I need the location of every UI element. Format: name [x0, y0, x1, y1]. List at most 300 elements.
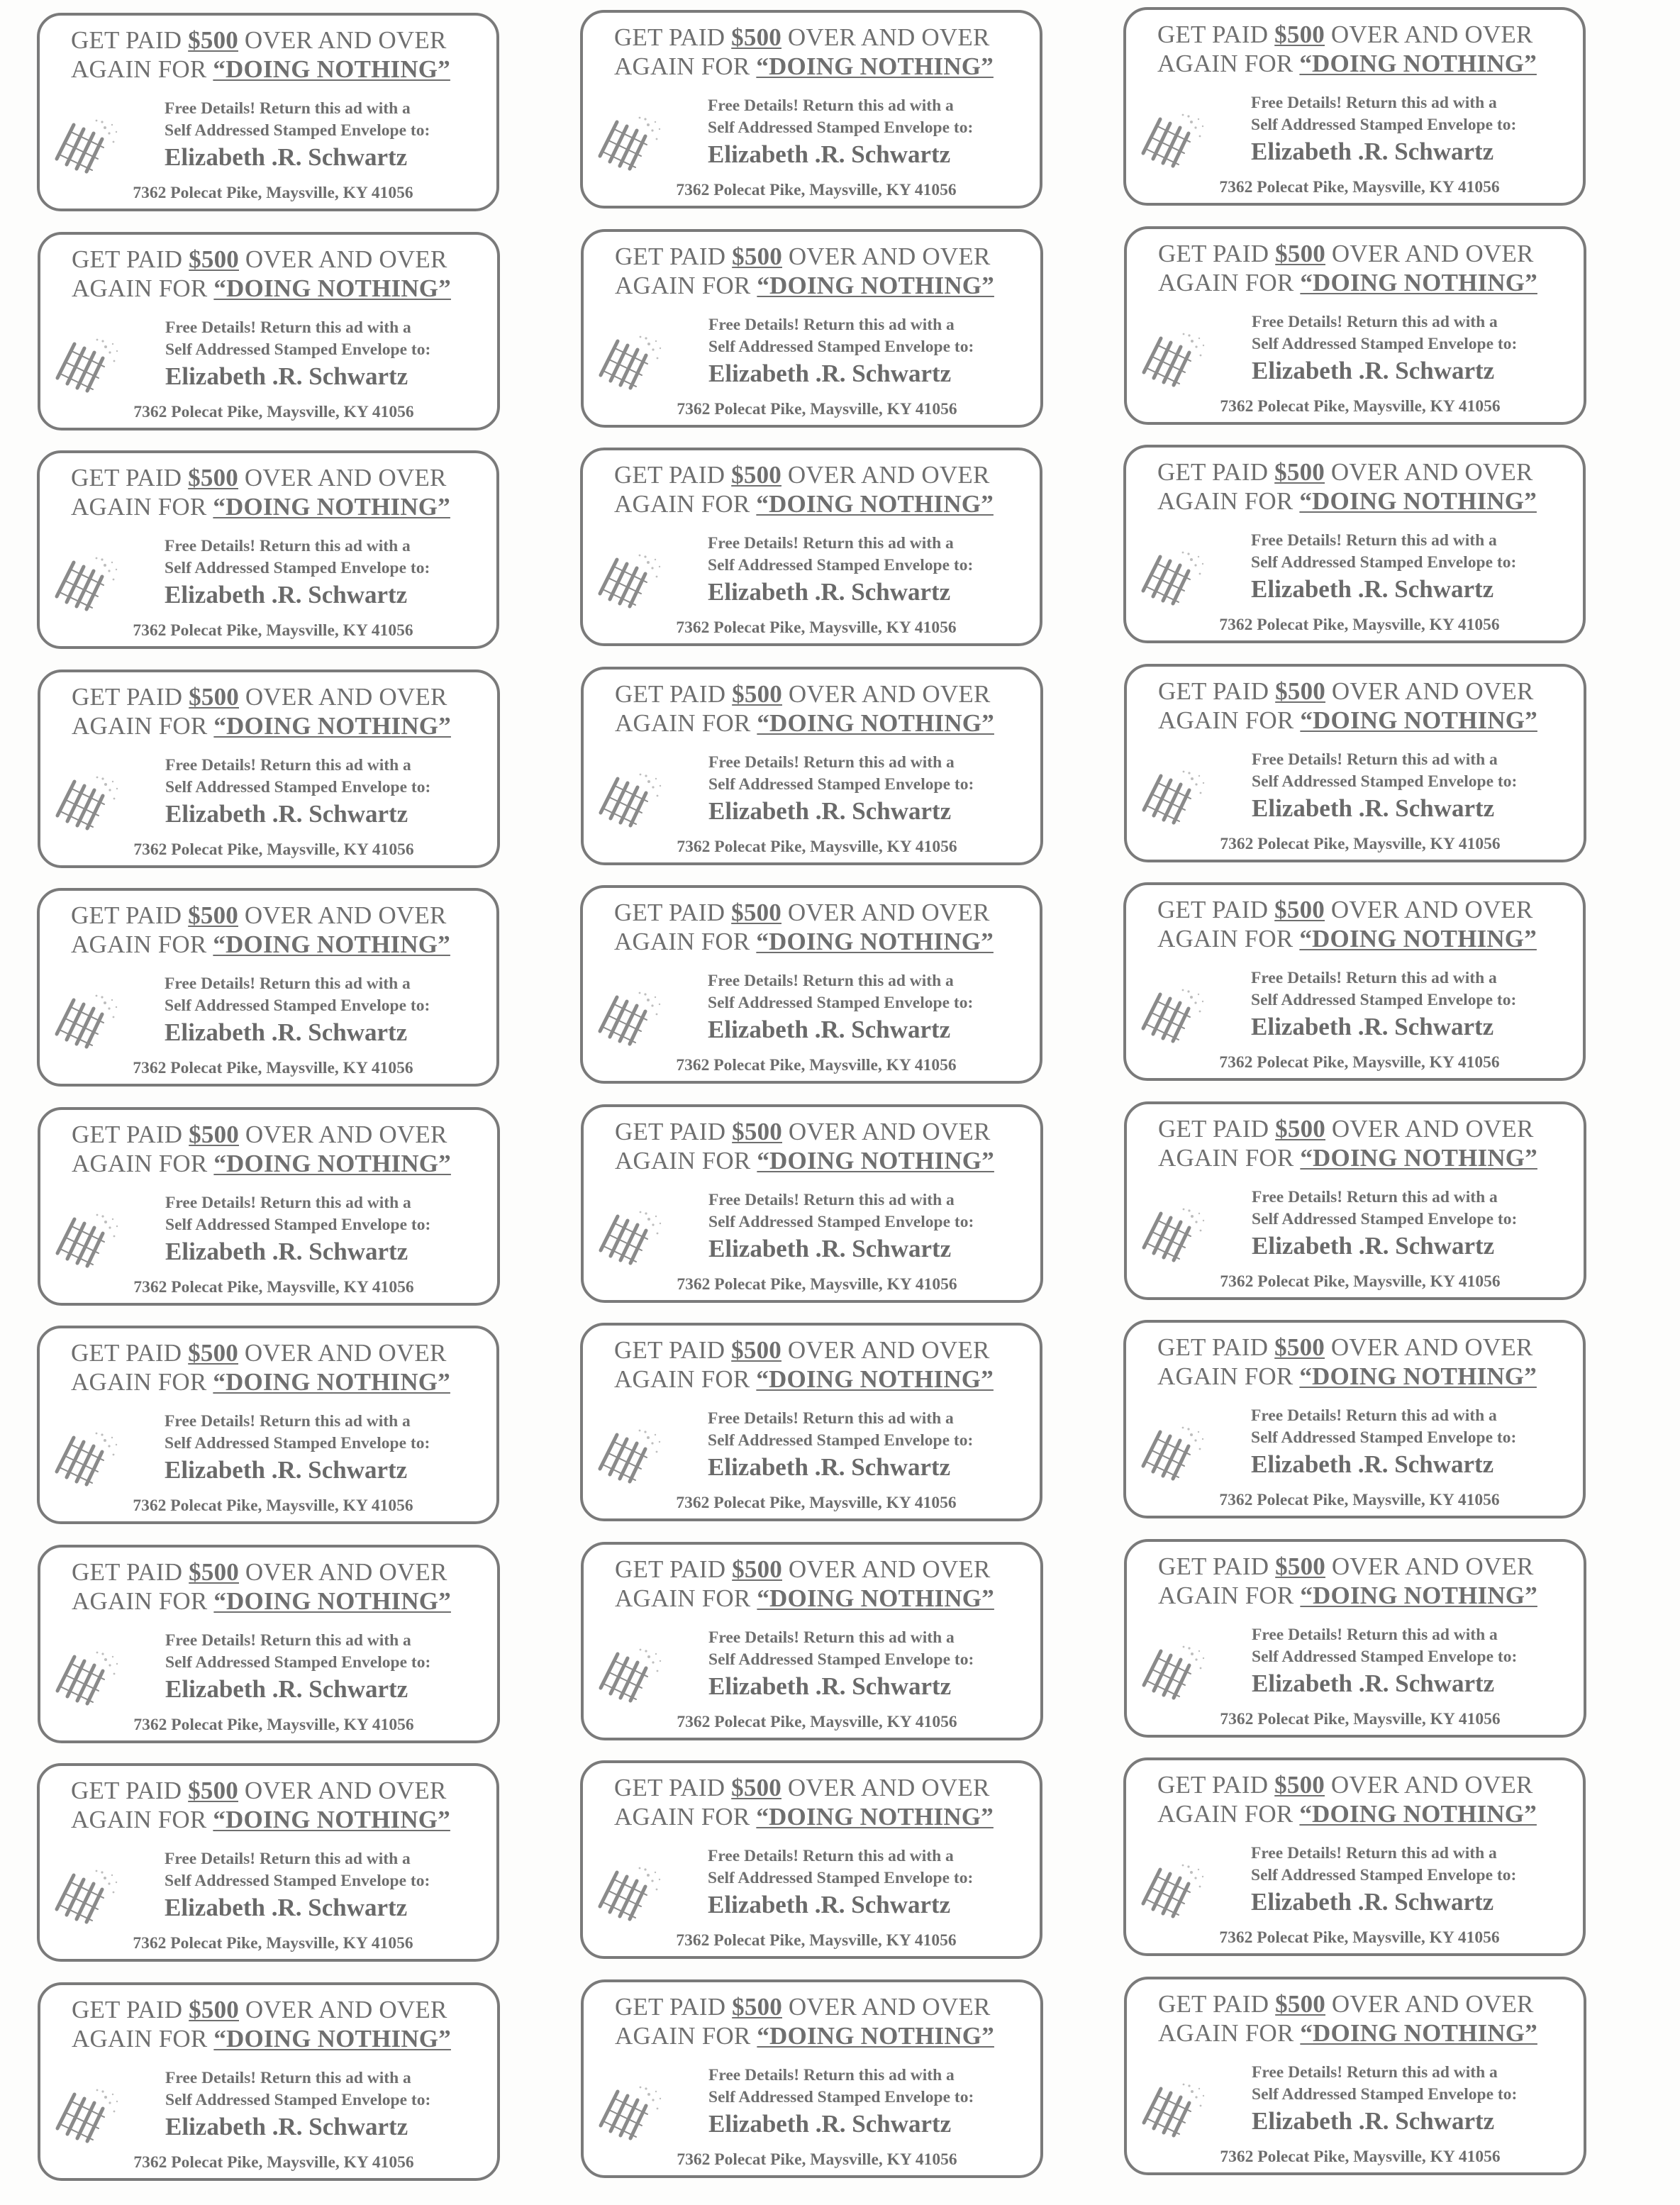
headline-lead: AGAIN FOR: [615, 709, 757, 737]
details-line-1: Free Details! Return this ad with a: [1252, 1188, 1498, 1206]
headline-amount: $500: [188, 26, 238, 54]
money-stack-icon: [52, 552, 121, 612]
headline-line-1: [614, 898, 1040, 927]
ad-details: [1252, 2062, 1585, 2106]
ad-headline: [614, 23, 1040, 81]
headline-amount: $500: [732, 243, 782, 270]
money-stack-icon: [596, 1644, 664, 1704]
headline-prefix: GET PAID: [71, 1339, 189, 1367]
headline-line-1: [72, 1120, 497, 1149]
ad-headline: [615, 1117, 1040, 1175]
recipient-name: Elizabeth .R. Schwartz: [165, 1894, 408, 1921]
headline-suffix: OVER AND OVER: [781, 243, 991, 270]
ad-headline: [615, 242, 1040, 300]
headline-line-1: [615, 242, 1040, 271]
ad-headline: [615, 1555, 1040, 1613]
headline-line-2: [1157, 49, 1583, 78]
headline-lead: AGAIN FOR: [615, 272, 757, 299]
headline-lead: AGAIN FOR: [72, 712, 214, 740]
headline-line-1: [614, 1335, 1040, 1365]
mailing-address: 7362 Polecat Pike, Maysville, KY 41056: [1219, 1053, 1500, 1072]
headline-lead: AGAIN FOR: [71, 1806, 213, 1833]
money-stack-icon: [53, 772, 121, 831]
headline-line-1: [615, 1555, 1040, 1584]
ad-headline: [71, 1338, 496, 1396]
money-stack-icon: [53, 1209, 121, 1269]
recipient-name: Elizabeth .R. Schwartz: [708, 360, 952, 387]
ad-details: [165, 1848, 498, 1892]
ad-headline: [1157, 20, 1583, 78]
headline-emphasis: “DOING NOTHING”: [213, 931, 450, 958]
headline-line-2: [71, 1805, 496, 1834]
details-line-1: Free Details! Return this ad with a: [165, 318, 411, 337]
classified-ad: [38, 1107, 500, 1306]
mailing-address: 7362 Polecat Pike, Maysville, KY 41056: [677, 1713, 957, 1731]
ad-headline: [72, 1120, 497, 1178]
recipient-name: Elizabeth .R. Schwartz: [708, 1453, 951, 1481]
ad-details: [708, 314, 1042, 358]
details-line-1: Free Details! Return this ad with a: [708, 1191, 955, 1209]
headline-emphasis: “DOING NOTHING”: [1300, 706, 1537, 734]
classified-ad: [580, 1323, 1042, 1521]
recipient-name: Elizabeth .R. Schwartz: [165, 143, 408, 171]
ad-details: [1251, 530, 1584, 574]
mailing-address: 7362 Polecat Pike, Maysville, KY 41056: [677, 400, 957, 418]
recipient-name: Elizabeth .R. Schwartz: [708, 1235, 952, 1262]
ad-headline: [614, 1773, 1040, 1831]
details-line-2: Self Addressed Stamped Envelope to:: [1251, 1866, 1517, 1884]
money-stack-icon: [52, 990, 121, 1050]
classified-ad: [581, 1104, 1043, 1303]
headline-line-1: [1157, 895, 1583, 924]
headline-lead: AGAIN FOR: [1157, 487, 1300, 515]
headline-lead: AGAIN FOR: [1158, 1582, 1301, 1609]
headline-lead: AGAIN FOR: [614, 490, 757, 518]
ad-details: [708, 95, 1041, 139]
mailing-address: 7362 Polecat Pike, Maysville, KY 41056: [1219, 178, 1500, 196]
details-line-2: Self Addressed Stamped Envelope to:: [165, 996, 430, 1015]
headline-prefix: GET PAID: [615, 1993, 733, 2021]
ad-details: [165, 973, 498, 1017]
headline-amount: $500: [1274, 21, 1325, 48]
mailing-address: 7362 Polecat Pike, Maysville, KY 41056: [133, 840, 414, 859]
headline-suffix: OVER AND OVER: [238, 464, 447, 491]
classified-ad: [580, 10, 1042, 209]
classified-ad: [38, 232, 500, 431]
recipient-name: Elizabeth .R. Schwartz: [708, 2110, 952, 2138]
ad-details: [1251, 1405, 1584, 1449]
headline-suffix: OVER AND OVER: [238, 901, 447, 929]
headline-prefix: GET PAID: [71, 26, 189, 54]
ad-headline: [614, 1335, 1040, 1394]
money-stack-icon: [596, 1425, 664, 1484]
headline-line-2: [1158, 706, 1584, 735]
headline-amount: $500: [1275, 1115, 1325, 1143]
ad-details: [708, 970, 1041, 1014]
money-stack-icon: [52, 115, 121, 174]
details-line-1: Free Details! Return this ad with a: [708, 534, 954, 552]
ad-headline: [71, 463, 496, 521]
ad-headline: [71, 26, 496, 84]
headline-prefix: GET PAID: [1158, 1990, 1276, 2018]
headline-lead: AGAIN FOR: [614, 928, 757, 955]
recipient-name: Elizabeth .R. Schwartz: [708, 140, 951, 168]
headline-line-2: [615, 2021, 1040, 2050]
money-stack-icon: [596, 1206, 664, 1266]
details-line-2: Self Addressed Stamped Envelope to:: [708, 994, 974, 1012]
headline-emphasis: “DOING NOTHING”: [1299, 925, 1537, 952]
mailing-address: 7362 Polecat Pike, Maysville, KY 41056: [133, 1716, 414, 1734]
headline-prefix: GET PAID: [1157, 896, 1275, 923]
recipient-name: Elizabeth .R. Schwartz: [165, 581, 408, 609]
headline-prefix: GET PAID: [615, 1555, 733, 1583]
headline-line-2: [614, 1802, 1040, 1831]
headline-prefix: GET PAID: [1157, 1333, 1275, 1361]
headline-line-2: [615, 1146, 1040, 1175]
details-line-1: Free Details! Return this ad with a: [1252, 2063, 1498, 2082]
headline-suffix: OVER AND OVER: [238, 1558, 447, 1586]
money-stack-icon: [53, 2084, 121, 2144]
headline-suffix: OVER AND OVER: [781, 680, 991, 708]
mailing-address: 7362 Polecat Pike, Maysville, KY 41056: [133, 621, 413, 640]
classified-ad: [1123, 445, 1586, 643]
details-line-2: Self Addressed Stamped Envelope to:: [1251, 1428, 1517, 1447]
headline-emphasis: “DOING NOTHING”: [756, 52, 994, 80]
headline-emphasis: “DOING NOTHING”: [213, 274, 451, 302]
details-line-1: Free Details! Return this ad with a: [1251, 531, 1497, 550]
headline-amount: $500: [732, 680, 782, 708]
ad-headline: [72, 682, 497, 740]
headline-emphasis: “DOING NOTHING”: [757, 1584, 994, 1612]
details-line-1: Free Details! Return this ad with a: [708, 1847, 954, 1865]
ad-headline: [1158, 677, 1584, 735]
headline-suffix: OVER AND OVER: [781, 1555, 991, 1583]
headline-prefix: GET PAID: [72, 1558, 189, 1586]
headline-emphasis: “DOING NOTHING”: [1299, 487, 1537, 515]
headline-amount: $500: [1275, 1553, 1325, 1580]
headline-line-2: [72, 1587, 497, 1616]
headline-prefix: GET PAID: [1157, 458, 1275, 486]
headline-emphasis: “DOING NOTHING”: [213, 493, 450, 521]
headline-suffix: OVER AND OVER: [1324, 21, 1533, 48]
headline-amount: $500: [1274, 1333, 1325, 1361]
headline-prefix: GET PAID: [614, 461, 732, 489]
classified-ad: [1124, 1539, 1586, 1738]
details-line-2: Self Addressed Stamped Envelope to:: [1251, 116, 1517, 134]
money-stack-icon: [52, 1865, 121, 1925]
headline-lead: AGAIN FOR: [1158, 269, 1301, 296]
money-stack-icon: [1139, 547, 1207, 606]
recipient-name: Elizabeth .R. Schwartz: [1252, 1232, 1495, 1260]
headline-lead: AGAIN FOR: [1158, 1144, 1301, 1172]
headline-line-2: [614, 1365, 1040, 1394]
details-line-2: Self Addressed Stamped Envelope to:: [165, 778, 431, 796]
mailing-address: 7362 Polecat Pike, Maysville, KY 41056: [133, 2153, 414, 2172]
classified-ad: [37, 450, 499, 649]
ad-details: [1251, 967, 1584, 1011]
headline-line-2: [1157, 924, 1583, 953]
details-line-1: Free Details! Return this ad with a: [1252, 1626, 1498, 1644]
recipient-name: Elizabeth .R. Schwartz: [165, 800, 408, 828]
headline-line-2: [71, 492, 496, 521]
headline-lead: AGAIN FOR: [71, 493, 213, 521]
headline-lead: AGAIN FOR: [615, 1584, 757, 1612]
headline-suffix: OVER AND OVER: [781, 1118, 991, 1145]
headline-lead: AGAIN FOR: [71, 55, 213, 83]
headline-amount: $500: [189, 245, 239, 273]
mailing-address: 7362 Polecat Pike, Maysville, KY 41056: [1220, 835, 1501, 853]
details-line-1: Free Details! Return this ad with a: [1251, 94, 1497, 112]
details-line-2: Self Addressed Stamped Envelope to:: [1252, 1210, 1518, 1228]
details-line-2: Self Addressed Stamped Envelope to:: [708, 1869, 974, 1887]
headline-prefix: GET PAID: [615, 1118, 733, 1145]
headline-prefix: GET PAID: [72, 683, 189, 711]
details-line-2: Self Addressed Stamped Envelope to:: [165, 1653, 431, 1672]
details-line-1: Free Details! Return this ad with a: [708, 1628, 955, 1647]
headline-line-1: [71, 901, 496, 930]
ad-details: [165, 1411, 498, 1455]
classified-ad: [581, 1979, 1043, 2178]
details-line-2: Self Addressed Stamped Envelope to:: [708, 2088, 974, 2106]
details-line-2: Self Addressed Stamped Envelope to:: [708, 556, 974, 574]
headline-line-1: [72, 245, 497, 274]
details-line-1: Free Details! Return this ad with a: [165, 756, 411, 774]
headline-prefix: GET PAID: [1157, 21, 1275, 48]
headline-emphasis: “DOING NOTHING”: [213, 2025, 451, 2053]
headline-prefix: GET PAID: [71, 464, 189, 491]
details-line-2: Self Addressed Stamped Envelope to:: [165, 1434, 430, 1453]
headline-lead: AGAIN FOR: [614, 1803, 757, 1831]
recipient-name: Elizabeth .R. Schwartz: [1251, 1450, 1494, 1478]
headline-line-2: [614, 489, 1040, 518]
headline-amount: $500: [188, 1777, 238, 1804]
details-line-1: Free Details! Return this ad with a: [165, 1412, 411, 1431]
mailing-address: 7362 Polecat Pike, Maysville, KY 41056: [133, 1278, 414, 1296]
headline-line-2: [1158, 268, 1584, 297]
ad-headline: [71, 901, 496, 959]
headline-line-1: [1158, 1114, 1584, 1143]
headline-line-2: [71, 1367, 496, 1396]
ad-details: [1251, 1843, 1584, 1887]
headline-amount: $500: [188, 1339, 238, 1367]
headline-line-1: [71, 463, 496, 492]
headline-amount: $500: [732, 1118, 782, 1145]
headline-suffix: OVER AND OVER: [1325, 240, 1534, 267]
headline-suffix: OVER AND OVER: [1325, 1990, 1534, 2018]
classified-ad: [581, 667, 1043, 865]
ad-headline: [72, 1995, 497, 2053]
headline-line-1: [71, 1776, 496, 1805]
mailing-address: 7362 Polecat Pike, Maysville, KY 41056: [676, 1494, 957, 1512]
details-line-2: Self Addressed Stamped Envelope to:: [1252, 2085, 1518, 2104]
details-line-2: Self Addressed Stamped Envelope to:: [1252, 772, 1518, 791]
mailing-address: 7362 Polecat Pike, Maysville, KY 41056: [1220, 1272, 1501, 1291]
headline-line-1: [615, 679, 1040, 709]
headline-emphasis: “DOING NOTHING”: [757, 1147, 994, 1174]
headline-emphasis: “DOING NOTHING”: [757, 272, 994, 299]
details-line-1: Free Details! Return this ad with a: [165, 974, 411, 993]
recipient-name: Elizabeth .R. Schwartz: [1252, 794, 1495, 822]
headline-line-1: [614, 460, 1040, 489]
recipient-name: Elizabeth .R. Schwartz: [708, 578, 951, 606]
headline-amount: $500: [731, 899, 781, 926]
recipient-name: Elizabeth .R. Schwartz: [165, 1238, 408, 1265]
mailing-address: 7362 Polecat Pike, Maysville, KY 41056: [676, 618, 957, 637]
mailing-address: 7362 Polecat Pike, Maysville, KY 41056: [676, 181, 957, 199]
ad-details: [708, 1845, 1041, 1889]
headline-line-1: [1158, 1989, 1584, 2018]
details-line-2: Self Addressed Stamped Envelope to:: [1251, 991, 1517, 1009]
ad-details: [1252, 311, 1585, 355]
details-line-2: Self Addressed Stamped Envelope to:: [1252, 335, 1518, 353]
headline-line-2: [72, 1149, 497, 1178]
ad-details: [165, 1192, 499, 1236]
ad-details: [708, 1627, 1042, 1671]
headline-lead: AGAIN FOR: [1157, 925, 1300, 952]
money-stack-icon: [1140, 2079, 1208, 2138]
money-stack-icon: [596, 987, 664, 1047]
classified-ad: [1124, 1101, 1586, 1300]
classified-ad: [1123, 1757, 1586, 1956]
headline-line-2: [1157, 1362, 1583, 1391]
details-line-1: Free Details! Return this ad with a: [165, 1631, 411, 1650]
headline-suffix: OVER AND OVER: [781, 899, 990, 926]
ad-headline: [72, 245, 497, 303]
classified-ad: [1124, 1977, 1586, 2175]
mailing-address: 7362 Polecat Pike, Maysville, KY 41056: [677, 2150, 957, 2169]
recipient-name: Elizabeth .R. Schwartz: [1251, 138, 1494, 165]
details-line-2: Self Addressed Stamped Envelope to:: [165, 121, 430, 140]
headline-line-1: [72, 682, 497, 711]
headline-emphasis: “DOING NOTHING”: [756, 1803, 994, 1831]
details-line-2: Self Addressed Stamped Envelope to:: [165, 1216, 431, 1234]
ad-details: [708, 752, 1042, 796]
headline-emphasis: “DOING NOTHING”: [1300, 2019, 1537, 2047]
ad-headline: [1157, 895, 1583, 953]
headline-amount: $500: [731, 461, 781, 489]
headline-amount: $500: [188, 464, 238, 491]
headline-line-1: [1157, 20, 1583, 49]
ad-details: [165, 2067, 499, 2111]
headline-line-2: [1158, 1143, 1584, 1172]
ad-details: [165, 755, 499, 799]
headline-emphasis: “DOING NOTHING”: [756, 928, 994, 955]
headline-line-2: [1157, 487, 1583, 516]
headline-prefix: GET PAID: [615, 243, 733, 270]
headline-emphasis: “DOING NOTHING”: [1299, 1362, 1537, 1390]
details-line-2: Self Addressed Stamped Envelope to:: [1251, 553, 1517, 572]
details-line-1: Free Details! Return this ad with a: [165, 537, 411, 555]
headline-line-1: [1157, 457, 1583, 487]
ad-headline: [614, 460, 1040, 518]
headline-suffix: OVER AND OVER: [238, 245, 447, 273]
headline-amount: $500: [1274, 896, 1325, 923]
headline-amount: $500: [1275, 1990, 1325, 2018]
classified-ad: [581, 229, 1043, 428]
mailing-address: 7362 Polecat Pike, Maysville, KY 41056: [1219, 1491, 1500, 1509]
headline-amount: $500: [1275, 677, 1325, 705]
classified-ad: [580, 448, 1042, 646]
headline-prefix: GET PAID: [614, 1336, 732, 1364]
headline-prefix: GET PAID: [1157, 1771, 1275, 1799]
headline-suffix: OVER AND OVER: [781, 1336, 990, 1364]
headline-amount: $500: [731, 1774, 781, 1801]
headline-lead: AGAIN FOR: [71, 931, 213, 958]
details-line-1: Free Details! Return this ad with a: [708, 753, 955, 772]
headline-suffix: OVER AND OVER: [238, 26, 447, 54]
headline-lead: AGAIN FOR: [1158, 706, 1301, 734]
headline-line-1: [1157, 1770, 1583, 1799]
headline-suffix: OVER AND OVER: [238, 1996, 447, 2023]
ad-details: [1252, 1624, 1585, 1668]
details-line-2: Self Addressed Stamped Envelope to:: [165, 340, 431, 359]
mailing-address: 7362 Polecat Pike, Maysville, KY 41056: [1220, 2148, 1501, 2166]
headline-amount: $500: [1274, 458, 1325, 486]
headline-line-1: [1157, 1333, 1583, 1362]
headline-lead: AGAIN FOR: [1157, 1362, 1300, 1390]
classified-ad: [580, 885, 1042, 1084]
ad-details: [708, 1408, 1041, 1452]
headline-line-2: [1158, 1581, 1584, 1610]
ad-headline: [1158, 1552, 1584, 1610]
details-line-1: Free Details! Return this ad with a: [165, 2069, 411, 2087]
headline-suffix: OVER AND OVER: [781, 23, 990, 51]
headline-lead: AGAIN FOR: [72, 274, 214, 302]
classified-ad: [37, 13, 499, 211]
mailing-address: 7362 Polecat Pike, Maysville, KY 41056: [133, 1496, 413, 1515]
headline-emphasis: “DOING NOTHING”: [1299, 1800, 1537, 1828]
headline-emphasis: “DOING NOTHING”: [1299, 50, 1537, 77]
money-stack-icon: [596, 331, 664, 391]
recipient-name: Elizabeth .R. Schwartz: [165, 2113, 408, 2140]
headline-suffix: OVER AND OVER: [781, 1993, 991, 2021]
money-stack-icon: [1140, 1641, 1208, 1701]
recipient-name: Elizabeth .R. Schwartz: [708, 797, 952, 825]
headline-emphasis: “DOING NOTHING”: [757, 709, 994, 737]
classified-ad: [1123, 1320, 1586, 1518]
headline-prefix: GET PAID: [614, 1774, 732, 1801]
headline-amount: $500: [732, 1993, 782, 2021]
ad-details: [1252, 1187, 1585, 1231]
headline-amount: $500: [188, 901, 238, 929]
headline-suffix: OVER AND OVER: [1325, 677, 1534, 705]
headline-amount: $500: [189, 683, 239, 711]
headline-lead: AGAIN FOR: [1157, 50, 1300, 77]
details-line-2: Self Addressed Stamped Envelope to:: [1252, 1648, 1518, 1666]
headline-suffix: OVER AND OVER: [238, 1121, 447, 1148]
headline-line-2: [1157, 1799, 1583, 1828]
ad-headline: [1158, 1989, 1584, 2048]
details-line-1: Free Details! Return this ad with a: [708, 972, 954, 990]
recipient-name: Elizabeth .R. Schwartz: [165, 1456, 408, 1484]
headline-emphasis: “DOING NOTHING”: [213, 1587, 451, 1615]
headline-emphasis: “DOING NOTHING”: [213, 712, 451, 740]
headline-line-1: [614, 23, 1040, 52]
details-line-1: Free Details! Return this ad with a: [1251, 969, 1497, 987]
headline-line-2: [72, 2024, 497, 2053]
details-line-1: Free Details! Return this ad with a: [165, 1850, 411, 1868]
headline-amount: $500: [732, 1555, 782, 1583]
headline-prefix: GET PAID: [72, 245, 189, 273]
money-stack-icon: [1139, 1422, 1207, 1482]
headline-line-2: [1158, 2018, 1584, 2048]
headline-emphasis: “DOING NOTHING”: [1300, 1144, 1537, 1172]
headline-amount: $500: [189, 1996, 239, 2023]
headline-prefix: GET PAID: [71, 901, 189, 929]
classified-ad: [580, 1760, 1042, 1959]
headline-suffix: OVER AND OVER: [1324, 1333, 1533, 1361]
headline-emphasis: “DOING NOTHING”: [213, 55, 450, 83]
